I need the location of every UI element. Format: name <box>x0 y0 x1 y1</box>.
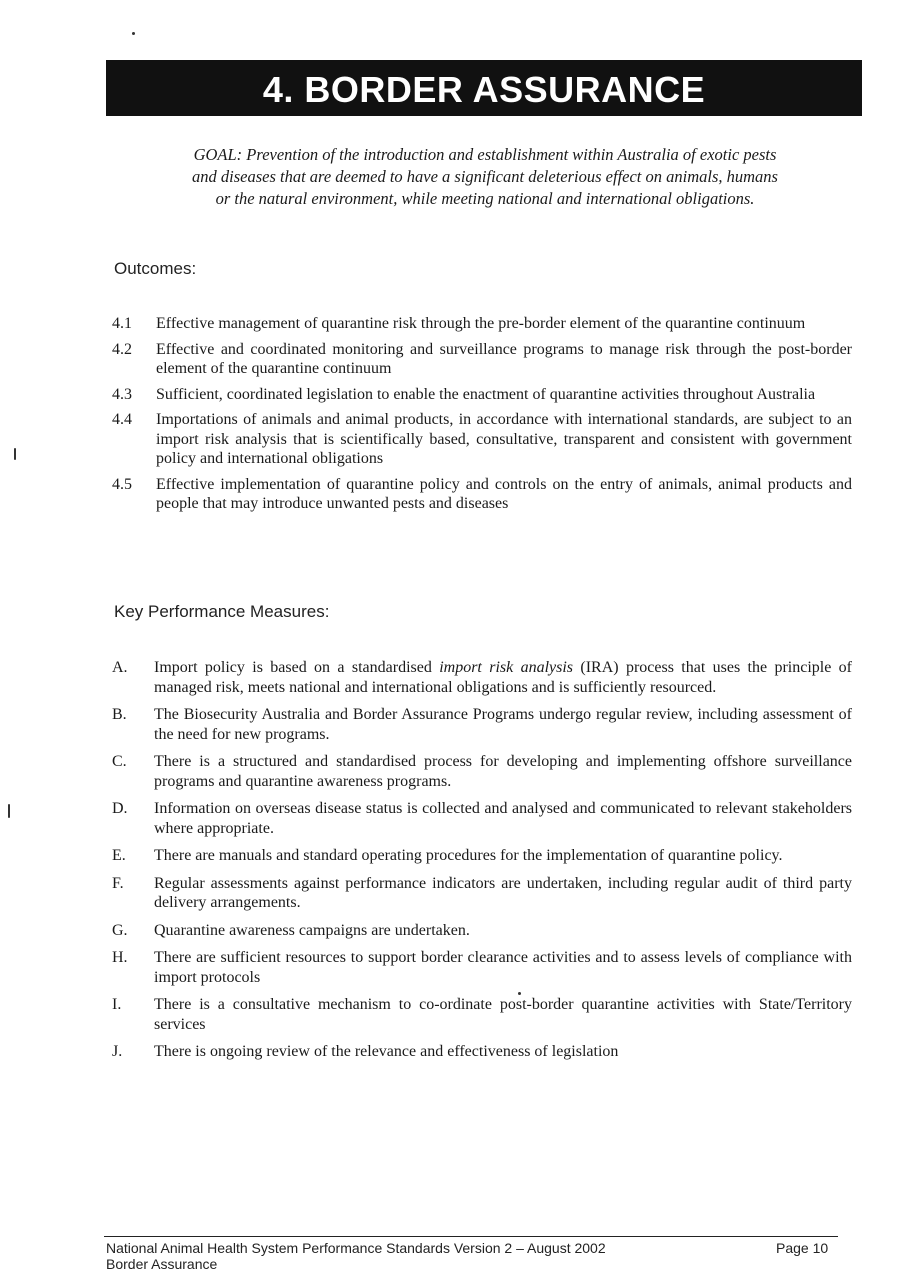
outcome-number: 4.5 <box>112 475 132 493</box>
measure-letter: I. <box>112 996 122 1013</box>
measure-letter: F. <box>112 874 124 892</box>
footer-document-title: National Animal Health System Performance Standards Version 2 – August 2002 <box>106 1240 606 1256</box>
measure-item <box>112 874 852 913</box>
outcome-item <box>112 410 852 469</box>
outcome-item <box>112 340 852 379</box>
outcome-number: 4.2 <box>112 340 132 358</box>
scan-speck <box>518 992 521 995</box>
measure-item <box>112 995 852 1034</box>
outcome-item <box>112 475 852 514</box>
measure-text: There is a consultative mechanism to co-ordinate post-border quarantine activities with State/Territory services <box>154 996 852 1033</box>
measure-text: There is ongoing review of the relevance and effectiveness of legislation <box>154 1043 619 1060</box>
measure-letter: J. <box>112 1043 123 1060</box>
measure-letter: H. <box>112 949 128 966</box>
measure-letter: G. <box>112 921 128 939</box>
scan-speck <box>14 448 16 460</box>
footer-section-name: Border Assurance <box>106 1256 218 1272</box>
measure-text: Regular assessments against performance indicators are undertaken, including regular audit of third party delivery arrangements. <box>154 874 852 911</box>
outcome-item <box>112 314 852 334</box>
outcome-text: Effective and coordinated monitoring and surveillance programs to manage risk through the post-border element of the quarantine continuum <box>156 340 852 377</box>
measure-letter: E. <box>112 847 126 864</box>
measure-letter: A. <box>112 659 128 676</box>
measure-text <box>154 658 852 697</box>
measure-item <box>112 921 852 941</box>
scan-speck <box>8 804 10 818</box>
goal-statement: GOAL: Prevention of the introduction and establishment within Australia of exotic pests and diseases that are deemed to have a significant deleterious effect on animals, humans or the natural environment, while meeting national and international obligations. <box>192 145 778 208</box>
measure-text: There is a structured and standardised process for developing and implementing offshore surveillance programs and quarantine awareness programs. <box>154 753 852 790</box>
footer-page-number: Page 10 <box>776 1240 829 1256</box>
outcomes-heading: Outcomes: <box>114 259 197 278</box>
key-performance-measures-list <box>112 658 852 1070</box>
measure-text-part: Import policy is based on a standardised <box>154 659 440 676</box>
outcome-number: 4.1 <box>112 315 132 332</box>
measure-letter: B. <box>112 706 127 723</box>
measure-letter: C. <box>112 753 127 770</box>
outcome-item <box>112 385 852 405</box>
section-title-banner <box>106 60 862 116</box>
measure-item <box>112 705 852 744</box>
measure-item <box>112 799 852 838</box>
measure-letter: D. <box>112 800 128 817</box>
outcome-text: Effective management of quarantine risk through the pre-border element of the quarantine continuum <box>156 315 806 332</box>
measure-item <box>112 752 852 791</box>
outcome-text: Sufficient, coordinated legislation to enable the enactment of quarantine activities throughout Australia <box>156 385 816 403</box>
measure-item <box>112 948 852 987</box>
measure-text: The Biosecurity Australia and Border Assurance Programs undergo regular review, including assessment of the need for new programs. <box>154 706 852 743</box>
outcome-number: 4.4 <box>112 411 132 428</box>
measure-text: There are manuals and standard operating procedures for the implementation of quarantine policy. <box>154 847 783 864</box>
section-title: 4. BORDER ASSURANCE <box>262 69 706 110</box>
measure-text-part: (IRA) process that uses the principle of managed risk, meets national and international obligations and is sufficiently resourced. <box>154 659 852 696</box>
footer-divider <box>104 1236 838 1237</box>
measure-item <box>112 846 852 866</box>
scan-speck <box>132 32 135 35</box>
measure-text: Quarantine awareness campaigns are undertaken. <box>154 921 470 939</box>
outcome-text: Importations of animals and animal products, in accordance with international standards, are subject to an import risk analysis that is scientifically based, consultative, transparent and consistent with government policy and international obligations <box>156 411 852 467</box>
outcome-number: 4.3 <box>112 385 132 403</box>
measure-text: Information on overseas disease status is collected and analysed and communicated to relevant stakeholders where appropriate. <box>154 800 852 837</box>
measure-text-emphasis: import risk analysis <box>439 659 574 676</box>
outcome-text: Effective implementation of quarantine policy and controls on the entry of animals, animal products and people that may introduce unwanted pests and diseases <box>156 475 852 512</box>
measure-item <box>112 658 852 697</box>
outcomes-list <box>112 314 852 520</box>
measure-item <box>112 1042 852 1062</box>
measure-text: There are sufficient resources to support border clearance activities and to assess levels of compliance with import protocols <box>154 949 852 986</box>
key-performance-measures-heading: Key Performance Measures: <box>114 602 330 621</box>
